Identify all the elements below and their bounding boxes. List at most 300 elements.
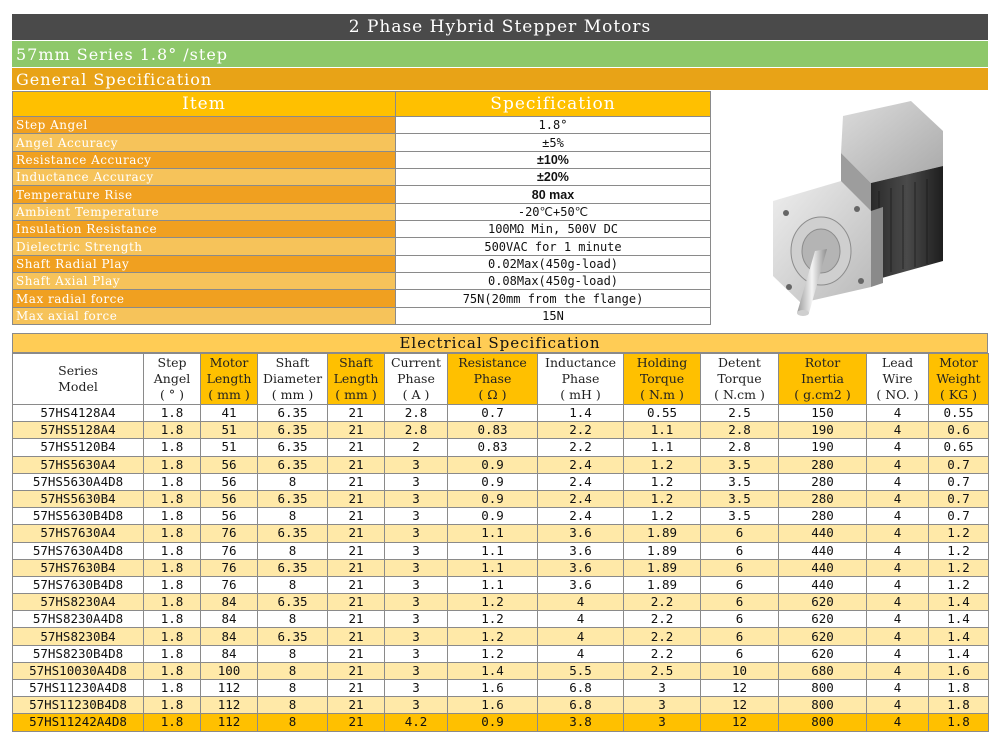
column-header-line: Shaft — [275, 355, 310, 370]
motor-model-row — [13, 542, 989, 559]
model-name-cell: 57HS7630A4 — [13, 525, 144, 542]
spec-value-cell: 1.89 — [624, 542, 701, 559]
general-spec-row — [13, 151, 711, 168]
spec-value-cell: 1.2 — [929, 542, 989, 559]
spec-value-cell: 21 — [328, 611, 385, 628]
spec-value-cell: 6 — [701, 645, 779, 662]
spec-value-cell: 6 — [701, 542, 779, 559]
spec-value-cell: 3 — [385, 490, 448, 507]
spec-value-cell: 1.8 — [929, 714, 989, 731]
column-header-line: ( ° ) — [160, 387, 184, 402]
spec-value-cell: 21 — [328, 576, 385, 593]
spec-value-cell: 1.8 — [144, 422, 201, 439]
spec-value-cell: 3 — [385, 473, 448, 490]
general-spec-row — [13, 221, 711, 238]
spec-value-cell: 21 — [328, 680, 385, 697]
general-spec-row — [13, 307, 711, 324]
motor-model-row — [13, 405, 989, 422]
spec-value-cell: 1.89 — [624, 525, 701, 542]
spec-value-cell: 4.2 — [385, 714, 448, 731]
spec-value-cell: 4 — [538, 611, 624, 628]
spec-value-cell: 56 — [201, 508, 258, 525]
electrical-spec-table — [12, 353, 989, 732]
spec-item-value: ±5% — [396, 134, 711, 151]
model-name-cell: 57HS8230A4D8 — [13, 611, 144, 628]
column-header-line: ( mH ) — [560, 387, 601, 402]
spec-value-cell: 0.9 — [448, 490, 538, 507]
spec-value-cell: 41 — [201, 405, 258, 422]
motor-model-row — [13, 439, 989, 456]
spec-value-cell: 4 — [867, 405, 929, 422]
spec-value-cell: 4 — [538, 628, 624, 645]
spec-value-cell: 6.35 — [258, 525, 328, 542]
spec-value-cell: 4 — [867, 559, 929, 576]
spec-value-cell: 1.1 — [448, 576, 538, 593]
spec-item-label: Max radial force — [13, 290, 396, 307]
spec-value-cell: 6 — [701, 611, 779, 628]
model-name-cell: 57HS5120B4 — [13, 439, 144, 456]
spec-value-cell: 21 — [328, 594, 385, 611]
model-name-cell: 57HS7630A4D8 — [13, 542, 144, 559]
column-header-line: Length — [206, 371, 252, 386]
spec-value-cell: 6.35 — [258, 439, 328, 456]
spec-value-cell: 3 — [385, 645, 448, 662]
spec-value-cell: 1.2 — [624, 508, 701, 525]
motor-model-row — [13, 594, 989, 611]
spec-value-cell: 100 — [201, 662, 258, 679]
spec-value-cell: 0.55 — [624, 405, 701, 422]
spec-value-cell: 1.8 — [929, 697, 989, 714]
column-header-line: Rotor — [804, 355, 841, 370]
spec-value-cell: 2.2 — [624, 611, 701, 628]
spec-value-cell: 1.4 — [448, 662, 538, 679]
spec-value-cell: 4 — [867, 628, 929, 645]
spec-value-cell: 12 — [701, 714, 779, 731]
spec-value-cell: 1.8 — [144, 576, 201, 593]
spec-value-cell: 1.8 — [144, 508, 201, 525]
spec-value-cell: 2.8 — [385, 405, 448, 422]
motor-model-row — [13, 680, 989, 697]
spec-value-cell: 6.35 — [258, 559, 328, 576]
spec-value-cell: 2.2 — [624, 628, 701, 645]
spec-value-cell: 4 — [867, 456, 929, 473]
column-header — [779, 354, 867, 405]
column-header-line: Phase — [397, 371, 435, 386]
motor-model-row — [13, 576, 989, 593]
motor-model-row — [13, 422, 989, 439]
spec-value-cell: 84 — [201, 611, 258, 628]
spec-value-cell: 4 — [867, 576, 929, 593]
spec-value-cell: 2.5 — [624, 662, 701, 679]
spec-value-cell: 6.35 — [258, 628, 328, 645]
spec-value-cell: 8 — [258, 576, 328, 593]
column-header — [258, 354, 328, 405]
spec-value-cell: 2.5 — [701, 405, 779, 422]
spec-value-cell: 0.6 — [929, 422, 989, 439]
column-header-line: ( mm ) — [208, 387, 250, 402]
spec-value-cell: 3 — [385, 576, 448, 593]
column-header-line: Step — [157, 355, 187, 370]
spec-value-cell: 3.6 — [538, 542, 624, 559]
spec-value-cell: 3.6 — [538, 525, 624, 542]
general-spec-row — [13, 290, 711, 307]
spec-value-cell: 6 — [701, 628, 779, 645]
spec-value-cell: 21 — [328, 456, 385, 473]
spec-item-label: Shaft Axial Play — [13, 273, 396, 290]
page-title: 2 Phase Hybrid Stepper Motors — [12, 14, 988, 40]
spec-value-cell: 1.2 — [624, 490, 701, 507]
spec-item-value: ±20% — [396, 169, 711, 186]
spec-value-cell: 1.2 — [624, 473, 701, 490]
spec-value-cell: 150 — [779, 405, 867, 422]
spec-item-label: Step Angel — [13, 117, 396, 134]
model-name-cell: 57HS11230B4D8 — [13, 697, 144, 714]
column-header-line: Angel — [153, 371, 191, 386]
spec-value-cell: 1.2 — [929, 525, 989, 542]
column-header-line: Shaft — [339, 355, 373, 370]
spec-value-cell: 0.9 — [448, 508, 538, 525]
model-name-cell: 57HS8230B4D8 — [13, 645, 144, 662]
spec-value-cell: 4 — [867, 662, 929, 679]
spec-value-cell: 0.9 — [448, 473, 538, 490]
general-spec-row — [13, 117, 711, 134]
spec-item-label: Dielectric Strength — [13, 238, 396, 255]
spec-value-cell: 6 — [701, 594, 779, 611]
spec-value-cell: 3 — [385, 662, 448, 679]
spec-value-cell: 3.8 — [538, 714, 624, 731]
spec-value-cell: 8 — [258, 645, 328, 662]
spec-value-cell: 800 — [779, 680, 867, 697]
spec-value-cell: 4 — [538, 645, 624, 662]
spec-value-cell: 21 — [328, 405, 385, 422]
motor-model-row — [13, 559, 989, 576]
spec-value-cell: 3.5 — [701, 508, 779, 525]
spec-value-cell: 3 — [385, 508, 448, 525]
spec-value-cell: 1.8 — [144, 490, 201, 507]
spec-value-cell: 620 — [779, 645, 867, 662]
spec-value-cell: 1.2 — [448, 645, 538, 662]
model-name-cell: 57HS5630A4D8 — [13, 473, 144, 490]
spec-item-label: Insulation Resistance — [13, 221, 396, 238]
general-spec-row — [13, 134, 711, 151]
model-name-cell: 57HS5630B4 — [13, 490, 144, 507]
spec-value-cell: 0.65 — [929, 439, 989, 456]
spec-value-cell: 1.8 — [144, 680, 201, 697]
spec-value-cell: 10 — [701, 662, 779, 679]
spec-item-label: Max axial force — [13, 307, 396, 324]
spec-value-cell: 51 — [201, 439, 258, 456]
spec-value-cell: 112 — [201, 680, 258, 697]
column-header-line: Inertia — [801, 371, 844, 386]
spec-value-cell: 84 — [201, 645, 258, 662]
spec-item-value: 80 max — [396, 186, 711, 203]
spec-value-cell: 6.35 — [258, 422, 328, 439]
column-header — [385, 354, 448, 405]
spec-value-cell: 21 — [328, 645, 385, 662]
spec-value-cell: 620 — [779, 611, 867, 628]
column-header-line: Torque — [639, 371, 685, 386]
spec-value-cell: 4 — [867, 680, 929, 697]
spec-value-cell: 0.83 — [448, 439, 538, 456]
column-header-line: Phase — [473, 371, 512, 386]
spec-value-cell: 3 — [624, 680, 701, 697]
spec-value-cell: 1.8 — [144, 439, 201, 456]
spec-value-cell: 4 — [867, 490, 929, 507]
general-spec-row — [13, 186, 711, 203]
spec-value-cell: 4 — [867, 508, 929, 525]
spec-value-cell: 76 — [201, 559, 258, 576]
spec-value-cell: 1.8 — [144, 559, 201, 576]
spec-value-cell: 6 — [701, 559, 779, 576]
electrical-spec-header-row — [13, 354, 989, 405]
spec-value-cell: 6.8 — [538, 680, 624, 697]
spec-value-cell: 1.6 — [929, 662, 989, 679]
spec-item-value: -20℃+50℃ — [396, 203, 711, 220]
spec-value-cell: 112 — [201, 714, 258, 731]
spec-value-cell: 21 — [328, 490, 385, 507]
spec-value-cell: 1.4 — [929, 628, 989, 645]
spec-value-cell: 2.2 — [624, 594, 701, 611]
spec-value-cell: 3.5 — [701, 456, 779, 473]
spec-value-cell: 6.35 — [258, 405, 328, 422]
spec-value-cell: 4 — [867, 439, 929, 456]
spec-item-label: Inductance Accuracy — [13, 169, 396, 186]
spec-value-cell: 0.7 — [929, 473, 989, 490]
spec-value-cell: 4 — [867, 542, 929, 559]
item-header: Item — [13, 92, 396, 117]
spec-value-cell: 4 — [867, 611, 929, 628]
spec-value-cell: 1.2 — [448, 628, 538, 645]
spec-value-cell: 3 — [624, 697, 701, 714]
spec-value-cell: 2.4 — [538, 473, 624, 490]
spec-value-cell: 190 — [779, 422, 867, 439]
spec-value-cell: 2.4 — [538, 508, 624, 525]
spec-value-cell: 56 — [201, 473, 258, 490]
column-header — [867, 354, 929, 405]
column-header-line: Inductance — [545, 355, 616, 370]
model-name-cell: 57HS11230A4D8 — [13, 680, 144, 697]
spec-value-cell: 2.8 — [701, 422, 779, 439]
motor-model-row — [13, 473, 989, 490]
spec-value-cell: 3 — [385, 680, 448, 697]
spec-value-cell: 6 — [701, 525, 779, 542]
spec-value-cell: 1.8 — [144, 714, 201, 731]
spec-value-cell: 2.2 — [624, 645, 701, 662]
column-header-line: ( KG ) — [939, 387, 978, 402]
spec-value-cell: 1.1 — [624, 422, 701, 439]
series-heading: 57mm Series 1.8° /step — [12, 41, 988, 67]
spec-item-label: Ambient Temperature — [13, 203, 396, 220]
spec-value-cell: 800 — [779, 714, 867, 731]
spec-value-cell: 280 — [779, 456, 867, 473]
spec-value-cell: 1.8 — [144, 662, 201, 679]
spec-value-cell: 440 — [779, 559, 867, 576]
electrical-spec-body — [13, 405, 989, 732]
spec-value-cell: 21 — [328, 662, 385, 679]
motor-model-row — [13, 508, 989, 525]
spec-value-cell: 4 — [867, 525, 929, 542]
spec-value-cell: 4 — [867, 714, 929, 731]
spec-value-cell: 440 — [779, 542, 867, 559]
spec-value-cell: 0.83 — [448, 422, 538, 439]
spec-value-cell: 1.8 — [144, 594, 201, 611]
column-header-line: Series — [58, 363, 98, 378]
spec-item-value: 15N — [396, 307, 711, 324]
spec-value-cell: 1.2 — [929, 559, 989, 576]
spec-value-cell: 8 — [258, 508, 328, 525]
spec-value-cell: 190 — [779, 439, 867, 456]
spec-value-cell: 5.5 — [538, 662, 624, 679]
spec-value-cell: 1.2 — [448, 611, 538, 628]
column-header-line: ( mm ) — [271, 387, 314, 402]
spec-value-cell: 4 — [867, 473, 929, 490]
spec-value-cell: 620 — [779, 628, 867, 645]
spec-value-cell: 8 — [258, 714, 328, 731]
spec-value-cell: 84 — [201, 628, 258, 645]
spec-value-cell: 3.5 — [701, 490, 779, 507]
spec-item-value: ±10% — [396, 151, 711, 168]
motor-model-row — [13, 645, 989, 662]
spec-value-cell: 8 — [258, 611, 328, 628]
general-spec-row — [13, 273, 711, 290]
spec-value-cell: 2 — [385, 439, 448, 456]
column-header — [929, 354, 989, 405]
spec-value-cell: 12 — [701, 697, 779, 714]
spec-value-cell: 1.8 — [144, 405, 201, 422]
spec-value-cell: 21 — [328, 628, 385, 645]
column-header — [144, 354, 201, 405]
column-header-line: Wire — [882, 371, 913, 386]
general-spec-body — [13, 117, 711, 325]
spec-value-cell: 0.7 — [448, 405, 538, 422]
spec-value-cell: 1.8 — [144, 611, 201, 628]
spec-value-cell: 6.8 — [538, 697, 624, 714]
column-header-line: Model — [58, 379, 98, 394]
spec-value-cell: 1.89 — [624, 559, 701, 576]
motor-model-row — [13, 714, 989, 731]
stepper-motor-illustration — [711, 91, 988, 331]
column-header-line: Diameter — [262, 371, 323, 386]
spec-value-cell: 0.7 — [929, 456, 989, 473]
spec-value-cell: 2.2 — [538, 422, 624, 439]
spec-value-cell: 1.1 — [448, 559, 538, 576]
general-spec-header-row — [13, 92, 711, 117]
spec-value-cell: 6.35 — [258, 490, 328, 507]
spec-value-cell: 76 — [201, 525, 258, 542]
spec-value-cell: 0.55 — [929, 405, 989, 422]
column-header-line: Torque — [717, 371, 762, 386]
spec-value-cell: 2.8 — [701, 439, 779, 456]
spec-value-cell: 280 — [779, 490, 867, 507]
spec-value-cell: 2.4 — [538, 490, 624, 507]
spec-value-cell: 1.2 — [624, 456, 701, 473]
general-spec-heading: General Specification — [12, 68, 988, 90]
model-name-cell: 57HS5630B4D8 — [13, 508, 144, 525]
spec-value-cell: 0.9 — [448, 456, 538, 473]
spec-value-cell: 1.8 — [144, 542, 201, 559]
spec-value-cell: 4 — [867, 422, 929, 439]
spec-value-cell: 3 — [385, 456, 448, 473]
spec-value-cell: 1.4 — [929, 645, 989, 662]
model-name-cell: 57HS7630B4D8 — [13, 576, 144, 593]
model-name-cell: 57HS11242A4D8 — [13, 714, 144, 731]
spec-value-cell: 1.2 — [448, 594, 538, 611]
general-spec-row — [13, 203, 711, 220]
model-name-cell: 57HS8230B4 — [13, 628, 144, 645]
spec-item-value: 75N(20mm from the flange) — [396, 290, 711, 307]
column-header-line: ( N.cm ) — [714, 387, 765, 402]
spec-item-value: 0.08Max(450g-load) — [396, 273, 711, 290]
spec-value-cell: 21 — [328, 525, 385, 542]
spec-item-label: Resistance Accuracy — [13, 151, 396, 168]
stepper-motor-image — [711, 91, 988, 331]
spec-value-cell: 0.9 — [448, 714, 538, 731]
spec-value-cell: 21 — [328, 508, 385, 525]
spec-value-cell: 800 — [779, 697, 867, 714]
column-header-line: ( g.cm2 ) — [794, 387, 851, 402]
spec-value-cell: 21 — [328, 697, 385, 714]
column-header-line: Weight — [936, 371, 981, 386]
spec-value-cell: 3 — [385, 559, 448, 576]
column-header-line: ( A ) — [402, 387, 430, 402]
spec-value-cell: 8 — [258, 473, 328, 490]
column-header-line: Length — [333, 371, 379, 386]
spec-value-cell: 1.4 — [929, 611, 989, 628]
spec-value-cell: 1.8 — [929, 680, 989, 697]
spec-item-value: 0.02Max(450g-load) — [396, 255, 711, 272]
spec-value-cell: 3.6 — [538, 559, 624, 576]
spec-value-cell: 21 — [328, 473, 385, 490]
column-header — [328, 354, 385, 405]
spec-value-cell: 6 — [701, 576, 779, 593]
spec-value-cell: 8 — [258, 680, 328, 697]
spec-value-cell: 1.4 — [538, 405, 624, 422]
spec-item-label: Angel Accuracy — [13, 134, 396, 151]
column-header-line: Resistance — [458, 355, 527, 370]
spec-value-cell: 112 — [201, 697, 258, 714]
general-spec-row — [13, 255, 711, 272]
spec-value-cell: 4 — [867, 645, 929, 662]
column-header-line: ( Ω ) — [478, 387, 507, 402]
spec-value-cell: 3 — [385, 525, 448, 542]
spec-value-cell: 1.89 — [624, 576, 701, 593]
spec-value-cell: 76 — [201, 576, 258, 593]
column-header-line: Phase — [561, 371, 600, 386]
spec-value-cell: 3 — [385, 611, 448, 628]
spec-value-cell: 3.6 — [538, 576, 624, 593]
spec-value-cell: 76 — [201, 542, 258, 559]
spec-value-cell: 56 — [201, 456, 258, 473]
spec-value-cell: 8 — [258, 697, 328, 714]
column-header — [201, 354, 258, 405]
spec-value-cell: 1.1 — [448, 542, 538, 559]
model-name-cell: 57HS5630A4 — [13, 456, 144, 473]
spec-value-cell: 3 — [624, 714, 701, 731]
model-name-cell: 57HS5128A4 — [13, 422, 144, 439]
motor-model-row — [13, 697, 989, 714]
spec-value-cell: 8 — [258, 542, 328, 559]
spec-value-cell: 21 — [328, 714, 385, 731]
column-header-line: ( mm ) — [335, 387, 377, 402]
column-header — [701, 354, 779, 405]
column-header-line: Detent — [718, 355, 761, 370]
spec-value-cell: 280 — [779, 473, 867, 490]
column-header-line: ( NO. ) — [876, 387, 919, 402]
spec-item-label: Shaft Radial Play — [13, 255, 396, 272]
spec-value-cell: 4 — [867, 594, 929, 611]
spec-value-cell: 3 — [385, 594, 448, 611]
motor-model-row — [13, 662, 989, 679]
